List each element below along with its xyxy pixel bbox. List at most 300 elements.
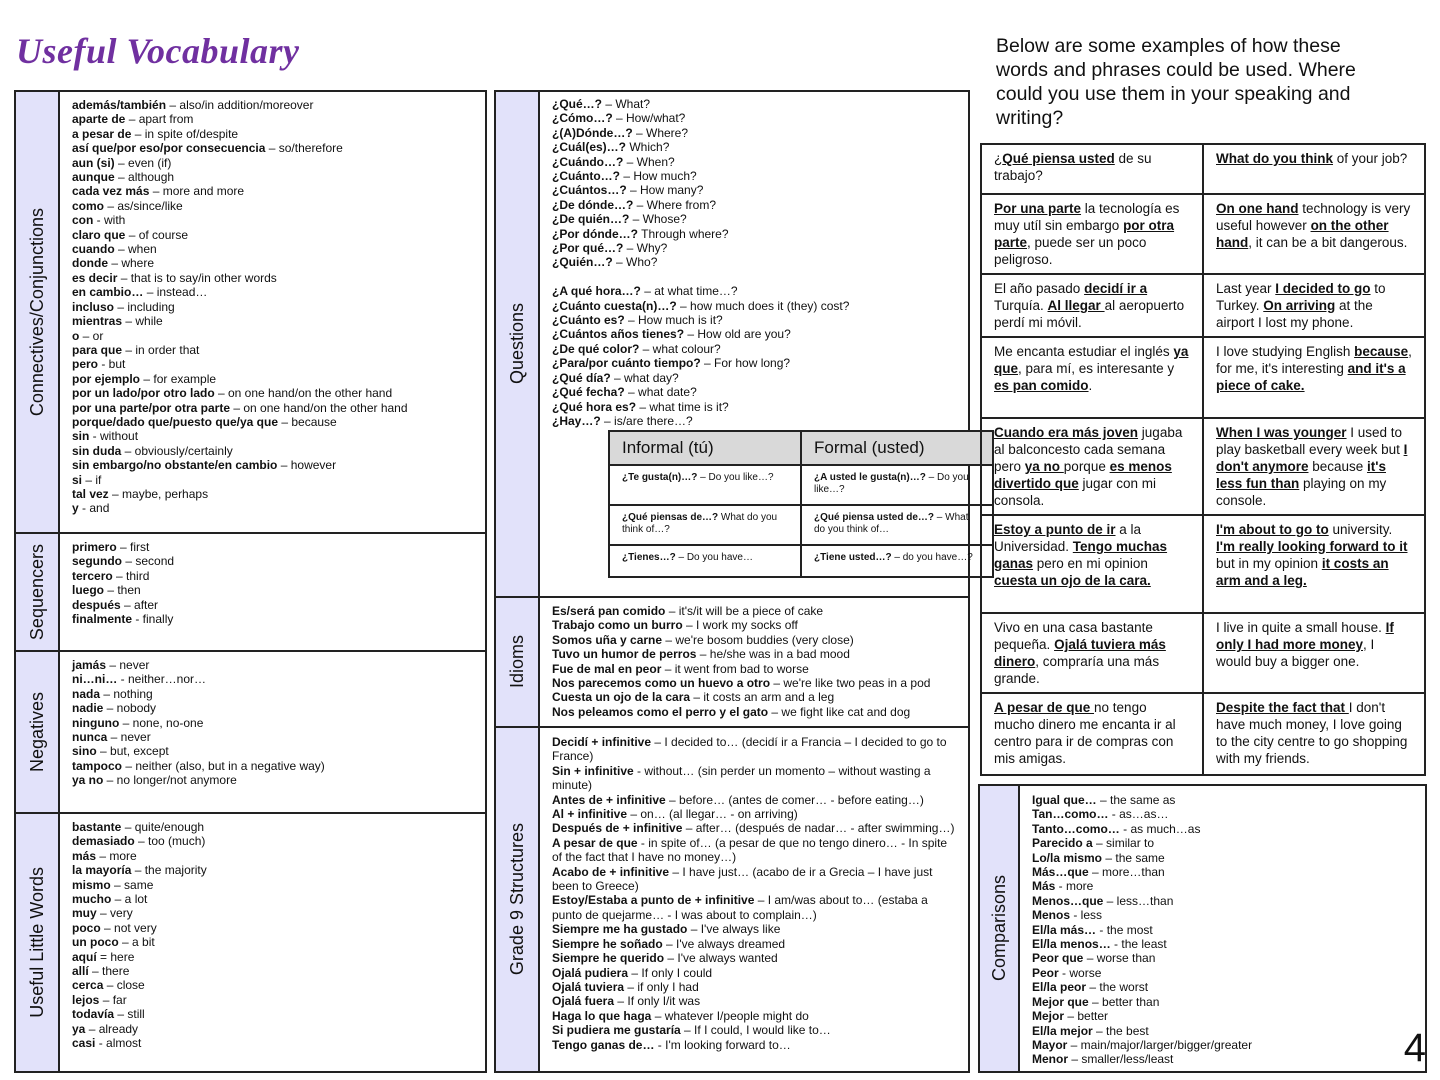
informal-formal-table (608, 430, 994, 578)
spanish-example (981, 337, 1203, 418)
highlighted-phrase: ya que (994, 344, 1189, 376)
list-item (552, 951, 958, 965)
list-item (552, 227, 968, 241)
meaning: – none, no-one (119, 715, 204, 730)
example-row (981, 418, 1425, 515)
section-title: Negatives (26, 691, 47, 773)
term: Sin + infinitive (552, 763, 634, 778)
list-item (72, 473, 485, 487)
meaning: – more (96, 848, 137, 863)
highlighted-phrase: it's less fun than (1216, 459, 1386, 491)
meaning: - as much…as (1119, 821, 1201, 836)
questions-body (540, 92, 973, 596)
term: Tuvo un humor de perros (552, 647, 697, 662)
english-example (1203, 274, 1425, 337)
term: Al + infinitive (552, 807, 628, 822)
example-row (981, 274, 1425, 337)
highlighted-phrase: Ojalá tuviera más dinero (994, 637, 1166, 669)
text: pero en mi opinion (1033, 556, 1148, 571)
meaning: – Where from? (633, 197, 717, 212)
list-item (72, 540, 485, 554)
text: la tecnología es muy utíl sin embargo (994, 201, 1180, 233)
example-row (981, 515, 1425, 613)
term: Mejor que (1032, 994, 1089, 1009)
list-item (1032, 1038, 1425, 1052)
term: Haga lo que haga (552, 1008, 652, 1023)
term: nadie (72, 701, 104, 716)
list-item (72, 773, 485, 787)
term: finalmente (72, 612, 133, 627)
meaning: – never (107, 730, 151, 745)
spanish-example (981, 194, 1203, 274)
list-item (72, 112, 485, 126)
list-item (72, 964, 485, 978)
term: Ojalá fuera (552, 994, 615, 1009)
list-item (552, 284, 968, 298)
text: de su trabajo? (994, 151, 1152, 183)
meaning: – better (1064, 1009, 1109, 1024)
term: ¿(A)Dónde…? (552, 125, 633, 140)
list-item (1032, 995, 1425, 1009)
list-item (552, 807, 958, 821)
highlighted-phrase: Cuando era más joven (994, 425, 1139, 440)
meaning: – more…than (1088, 865, 1165, 880)
meaning: – after (120, 597, 159, 612)
list-item (552, 793, 958, 807)
meaning: – where (108, 256, 155, 271)
list-item (552, 633, 968, 647)
term: ¿A usted le gusta(n)…? (814, 472, 926, 483)
table-cell (609, 545, 801, 577)
highlighted-phrase: Al llegar (1047, 298, 1105, 313)
meaning: – second (122, 554, 175, 569)
list-item (1032, 1024, 1425, 1038)
idioms-list (540, 598, 968, 726)
spanish-example (981, 613, 1203, 693)
text: to Turkey. (1216, 281, 1386, 313)
text: a la Universidad. (994, 522, 1142, 554)
meaning: – when (114, 242, 157, 257)
term: donde (72, 256, 108, 271)
term: por una parte/por otra parte (72, 400, 231, 415)
section-label (16, 534, 60, 650)
term: sino (72, 744, 97, 759)
list-item (72, 141, 485, 155)
term: ¿Qué fecha? (552, 385, 625, 400)
list-item (72, 1022, 485, 1036)
term: todavía (72, 1007, 115, 1022)
highlighted-phrase: On arriving (1263, 298, 1336, 313)
meaning: – the best (1092, 1023, 1149, 1038)
meaning: – neither (also, but in a negative way) (122, 758, 325, 773)
term: Igual que… (1032, 793, 1097, 807)
term: El/la más… (1032, 922, 1097, 937)
list-item (72, 228, 485, 242)
list-item (552, 140, 968, 154)
example-row (981, 337, 1425, 418)
meaning: – Whose? (629, 212, 687, 227)
term: ¿De quién…? (552, 212, 630, 227)
term: ¿Quién…? (552, 255, 613, 270)
meaning: – third (112, 568, 150, 583)
meaning: – How many? (626, 183, 704, 198)
text: Me encanta estudiar el inglés (994, 344, 1174, 359)
term: cada vez más (72, 184, 150, 199)
comparisons-list (1020, 786, 1425, 1071)
term: Fue de mal en peor (552, 661, 662, 676)
meaning: – we're like two peas in a pod (770, 676, 931, 691)
term: Ojalá pudiera (552, 965, 629, 980)
list-item (72, 386, 485, 400)
list-item (72, 487, 485, 501)
meaning: – I am/was about to… (estaba a punto de quejarme… - I was about to complain…) (552, 893, 928, 922)
text: of your job? (1333, 151, 1408, 166)
list-item (72, 429, 485, 443)
meaning: – the same as (1096, 793, 1176, 807)
list-item (72, 849, 485, 863)
term: Estoy/Estaba a punto de + infinitive (552, 893, 755, 908)
highlighted-phrase: and it's a piece of cake. (1216, 361, 1406, 393)
list-item (552, 865, 958, 894)
meaning: – although (114, 170, 175, 185)
meaning: – smaller/less/least (1068, 1052, 1174, 1067)
list-item (552, 618, 968, 632)
meaning: – Do you like…? (814, 472, 969, 495)
list-item (552, 836, 958, 865)
text: playing on my console. (1216, 476, 1387, 508)
list-item (72, 672, 485, 686)
text: Last year (1216, 281, 1276, 296)
text: no tengo mucho dinero me encanta ir al centro para ir de compras con mis amigas. (994, 700, 1176, 766)
list-item (552, 97, 968, 111)
meaning: – I've always wanted (664, 951, 778, 966)
term: ¿Cuánto cuesta(n)…? (552, 298, 677, 313)
list-item (1032, 980, 1425, 994)
term: Más…que (1032, 865, 1089, 880)
term: Más (1032, 879, 1056, 894)
meaning: – How much is it? (624, 313, 723, 328)
term: ni…ni… (72, 672, 118, 687)
list-item (552, 705, 968, 719)
text: al aeropuerto perdí mi móvil. (994, 298, 1185, 330)
term: Parecido a (1032, 836, 1093, 851)
term: bastante (72, 820, 122, 834)
text: but in my opinion (1216, 556, 1322, 571)
section-idioms (496, 598, 968, 728)
term: como (72, 198, 105, 213)
list-item (72, 314, 485, 328)
list-item (72, 554, 485, 568)
list-item (72, 156, 485, 170)
meaning: – no longer/not anymore (103, 773, 237, 788)
meaning: – first (116, 540, 150, 554)
list-item (552, 662, 968, 676)
term: o (72, 328, 80, 343)
list-item (72, 372, 485, 386)
text: because (1308, 459, 1368, 474)
list-item (72, 598, 485, 612)
term: Decidí + infinitive (552, 735, 652, 749)
highlighted-phrase: por otra parte (994, 218, 1175, 250)
meaning: Which? (626, 140, 670, 155)
list-item (552, 371, 968, 385)
meaning: – on one hand/on the other hand (214, 386, 393, 401)
list-item (1032, 807, 1425, 821)
term: lejos (72, 992, 100, 1007)
spanish-example (981, 274, 1203, 337)
highlighted-phrase: decidí ir a (1084, 281, 1148, 296)
meaning: – worse than (1083, 951, 1156, 966)
term: A pesar de que (552, 835, 638, 850)
meaning: - worse (1058, 965, 1102, 980)
spanish-example (981, 144, 1203, 194)
list-item (552, 313, 968, 327)
section-label (16, 814, 60, 1071)
meaning: – what date? (624, 385, 697, 400)
meaning: – a lot (111, 892, 148, 907)
list-item (1032, 822, 1425, 836)
sequencers-list (60, 534, 485, 650)
term: ¿Para/por cuánto tiempo? (552, 356, 701, 371)
list-item (552, 937, 958, 951)
meaning: – If only I/it was (614, 994, 701, 1009)
section-label (496, 598, 540, 726)
term: allí (72, 964, 89, 979)
list-item (72, 950, 485, 964)
meaning: – too (much) (134, 834, 206, 849)
term: ¿Cuántos años tienes? (552, 327, 685, 342)
section-title: Idioms (506, 635, 527, 689)
list-item (1032, 793, 1425, 807)
list-item (552, 385, 968, 399)
meaning: – less…than (1103, 893, 1174, 908)
term: ¿Qué hora es? (552, 399, 637, 414)
list-item (72, 271, 485, 285)
list-item (72, 716, 485, 730)
meaning: – I work my socks off (682, 618, 798, 633)
term: Peor (1032, 965, 1059, 980)
meaning: – close (103, 978, 145, 993)
list-item (72, 687, 485, 701)
meaning: – however (277, 458, 337, 473)
term: Lo/la mismo (1032, 850, 1103, 865)
highlighted-phrase: because (1354, 344, 1409, 359)
highlighted-phrase: Despite the fact that (1216, 700, 1349, 715)
meaning: – same (110, 877, 154, 892)
meaning: – also/in addition/moreover (166, 98, 314, 112)
list-item (72, 184, 485, 198)
meaning: – What? (602, 97, 651, 111)
list-item (552, 676, 968, 690)
text: , puede ser un poco peligroso. (994, 235, 1147, 267)
spanish-example (981, 418, 1203, 515)
term: ¿Por qué…? (552, 241, 624, 256)
meaning: – Who? (612, 255, 658, 270)
meaning: – then (104, 583, 141, 598)
text: , for me, it's interesting (1216, 344, 1412, 376)
meaning: – quite/enough (121, 820, 205, 834)
meaning: – Do you like…? (697, 472, 774, 483)
meaning: – how much does it (they) cost? (676, 298, 850, 313)
term: demasiado (72, 834, 135, 849)
term: si (72, 472, 83, 487)
term: a pesar de (72, 126, 132, 141)
term: en cambio… (72, 285, 144, 300)
meaning: - more (1055, 879, 1094, 894)
list-item (552, 183, 968, 197)
section-title: Connectives/Conjunctions (26, 207, 47, 417)
meaning: - neither…nor… (117, 672, 207, 687)
text: Turquía. (994, 298, 1048, 313)
term: sin (72, 429, 90, 444)
table-cell (801, 505, 993, 545)
meaning: – Do you have… (675, 552, 753, 563)
term: ¿Te gusta(n)…? (622, 472, 698, 483)
section-title: Questions (506, 303, 527, 385)
term: jamás (72, 658, 107, 672)
list-item (552, 327, 968, 341)
table-cell (801, 465, 993, 505)
header-formal: Formal (usted) (801, 431, 993, 465)
list-item (72, 357, 485, 371)
meaning: – a bit (118, 935, 155, 950)
term: El/la menos… (1032, 937, 1111, 952)
meaning: – if (82, 472, 102, 487)
highlighted-phrase: A pesar de que (994, 700, 1095, 715)
questions-list-basic (552, 97, 968, 270)
term: Peor que (1032, 951, 1084, 966)
term: poco (72, 920, 101, 935)
section-title: Grade 9 Structures (506, 823, 527, 976)
english-example (1203, 693, 1425, 775)
meaning: - in spite of… (a pesar de que no tengo dinero… - In spite of the fact that I have no money…) (552, 835, 948, 865)
term: la mayoría (72, 863, 132, 878)
little-words-list (60, 814, 485, 1071)
term: pero (72, 357, 99, 372)
term: tampoco (72, 758, 123, 773)
meaning: – it costs an arm and a leg (690, 690, 835, 705)
meaning: - and (78, 501, 110, 516)
term: además/también (72, 98, 167, 112)
meaning: – of course (125, 227, 189, 242)
meaning: – How/what? (612, 111, 686, 126)
list-item (72, 444, 485, 458)
term: ninguno (72, 715, 120, 730)
highlighted-phrase: Tengo muchas ganas (994, 539, 1168, 571)
term: ¿Cuánto…? (552, 169, 620, 184)
table-cell (609, 465, 801, 505)
term: ¿A qué hora…? (552, 284, 641, 299)
text: at the airport I lost my phone. (1216, 298, 1373, 330)
list-item (72, 612, 485, 626)
meaning: – I decided to… (decidí ir a Francia – I decided to go to France) (552, 735, 947, 764)
term: El/la mejor (1032, 1023, 1093, 1038)
list-item (72, 583, 485, 597)
list-item (72, 978, 485, 992)
meaning: – I have just… (acabo de ir a Grecia – I have just been to Greece) (552, 864, 933, 894)
meaning: – even (if) (114, 155, 172, 170)
list-item (1032, 894, 1425, 908)
list-item (72, 415, 485, 429)
meaning: Through where? (638, 226, 729, 241)
term: Siempre he soñado (552, 936, 663, 951)
meaning: – it went from bad to worse (661, 661, 809, 676)
list-item (72, 1036, 485, 1050)
meaning: – Why? (623, 241, 668, 256)
meaning: - the most (1096, 922, 1153, 937)
term: Somos uña y carne (552, 632, 663, 647)
meaning: – not very (100, 920, 157, 935)
term: mismo (72, 877, 111, 892)
meaning: - the least (1110, 937, 1167, 952)
meaning: – while (122, 314, 163, 329)
meaning: – that is to say/in other words (117, 270, 277, 285)
section-negatives (16, 652, 485, 814)
spanish-example (981, 515, 1203, 613)
meaning: – he/she was in a bad mood (696, 647, 850, 662)
term: El/la peor (1032, 980, 1087, 995)
term: y (72, 501, 79, 516)
list-item (72, 300, 485, 314)
list-item (552, 966, 958, 980)
meaning: - finally (132, 612, 174, 627)
meaning: - I'm looking forward to… (654, 1037, 791, 1052)
section-connectives (16, 92, 485, 534)
term: Siempre me ha gustado (552, 922, 688, 937)
meaning: – still (114, 1007, 145, 1022)
text: Vivo en una casa bastante pequeña. (994, 620, 1153, 652)
meaning: – nothing (100, 686, 153, 701)
section-grade9 (496, 728, 968, 1071)
list-item (72, 935, 485, 949)
meaning: – because (278, 414, 337, 429)
text: , I would buy a bigger one. (1216, 637, 1375, 669)
term: ¿Cuál(es)…? (552, 140, 627, 155)
text: jugaba al balconcesto cada semana pero (994, 425, 1183, 474)
term: ¿Por dónde…? (552, 226, 638, 241)
term: segundo (72, 554, 122, 569)
term: aquí (72, 949, 97, 964)
term: ¿Cuánto es? (552, 313, 625, 328)
list-item (72, 834, 485, 848)
highlighted-phrase: On one hand (1216, 201, 1299, 216)
meaning: – instead… (143, 285, 208, 300)
page-title: Useful Vocabulary (16, 31, 300, 71)
term: ya no (72, 773, 104, 788)
text: I live in quite a small house. (1216, 620, 1386, 635)
list-item (72, 744, 485, 758)
term: ya (72, 1021, 86, 1036)
meaning: – or (79, 328, 104, 343)
term: cerca (72, 978, 104, 993)
meaning: – what time is it? (636, 399, 729, 414)
term: ¿Qué piensas de…? (622, 512, 719, 523)
term: primero (72, 540, 117, 554)
highlighted-phrase: cuesta un ojo de la cara. (994, 573, 1151, 588)
meaning: – but, except (96, 744, 169, 759)
meaning: – already (85, 1021, 139, 1036)
term: ¿Hay…? (552, 413, 601, 428)
meaning: – we fight like cat and dog (768, 704, 911, 719)
section-label (496, 728, 540, 1071)
section-label (16, 652, 60, 812)
intro-text: Below are some examples of how these words and phrases could be used. Where could you use them in your speaking and writing? (996, 35, 1356, 129)
term: ¿Cuándo…? (552, 154, 624, 169)
term: mientras (72, 314, 123, 329)
list-item (552, 1023, 958, 1037)
section-questions (496, 92, 973, 598)
highlighted-phrase: I'm about to go to (1216, 522, 1329, 537)
